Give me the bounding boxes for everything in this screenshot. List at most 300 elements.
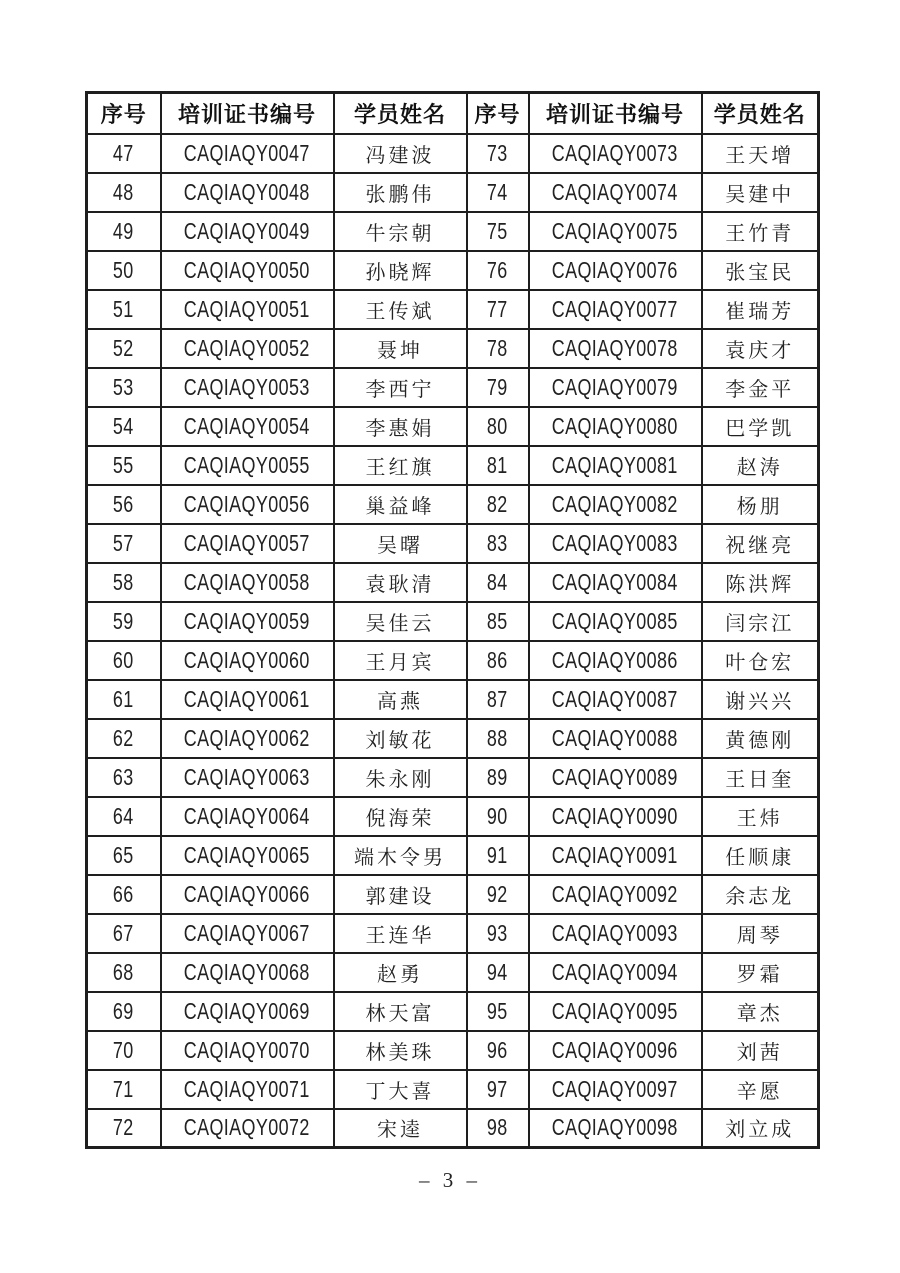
- certificate-number-cell: [529, 251, 702, 290]
- serial-number-cell: [467, 524, 529, 563]
- certificate-number-cell: [161, 329, 334, 368]
- serial-number-cell: [467, 368, 529, 407]
- certificate-number: CAQIAQY0079: [552, 373, 678, 400]
- table-row: [87, 329, 819, 368]
- student-name-cell: [702, 758, 819, 797]
- serial-number: 81: [487, 451, 508, 478]
- serial-number: 80: [487, 412, 508, 439]
- certificate-number: CAQIAQY0081: [552, 451, 678, 478]
- serial-number: 97: [487, 1075, 508, 1102]
- student-name: 杨朋: [736, 495, 783, 518]
- serial-number-cell: [467, 680, 529, 719]
- table-row: [87, 407, 819, 446]
- serial-number: 72: [113, 1114, 135, 1141]
- student-name: 张宝民: [725, 261, 795, 284]
- certificate-number-cell: [529, 914, 702, 953]
- student-name-cell: [702, 446, 819, 485]
- certificate-number: CAQIAQY0092: [552, 880, 678, 907]
- certificate-number-cell: [161, 680, 334, 719]
- certificate-number-cell: [161, 992, 334, 1031]
- certificate-number: CAQIAQY0082: [552, 490, 678, 517]
- table-row: [87, 290, 819, 329]
- student-name: 王炜: [736, 807, 783, 830]
- student-name-cell: [334, 524, 467, 563]
- certificate-number: CAQIAQY0055: [184, 451, 310, 478]
- serial-number: 56: [113, 490, 135, 517]
- serial-number: 76: [487, 256, 508, 283]
- certificate-number-cell: [161, 563, 334, 602]
- serial-number: 52: [113, 334, 135, 361]
- student-name: 丁大喜: [365, 1080, 435, 1103]
- table-row: [87, 797, 819, 836]
- student-name-cell: [702, 836, 819, 875]
- serial-number-cell: [467, 1031, 529, 1070]
- certificate-number: CAQIAQY0094: [552, 958, 678, 985]
- certificate-number: CAQIAQY0066: [184, 880, 310, 907]
- certificate-number-cell: [529, 524, 702, 563]
- certificate-number-cell: [529, 563, 702, 602]
- table-row: [87, 758, 819, 797]
- serial-number-cell: [87, 290, 161, 329]
- serial-number: 54: [113, 412, 135, 439]
- serial-number-cell: [87, 407, 161, 446]
- serial-number: 87: [487, 685, 508, 712]
- student-name-cell: [702, 251, 819, 290]
- serial-number: 84: [487, 568, 508, 595]
- student-name: 谢兴兴: [725, 690, 795, 713]
- serial-number-cell: [467, 446, 529, 485]
- serial-number-cell: [467, 992, 529, 1031]
- table-header: [87, 93, 819, 134]
- serial-number-cell: [467, 251, 529, 290]
- table-row: [87, 602, 819, 641]
- certificate-number: CAQIAQY0080: [552, 412, 678, 439]
- certificate-number-cell: [529, 368, 702, 407]
- student-name: 王传斌: [365, 300, 435, 323]
- student-name: 牛宗朝: [365, 222, 435, 245]
- certificate-number: CAQIAQY0065: [184, 841, 310, 868]
- certificate-number: CAQIAQY0096: [552, 1036, 678, 1063]
- student-name: 李金平: [725, 378, 795, 401]
- serial-number-cell: [87, 836, 161, 875]
- serial-number-cell: [87, 173, 161, 212]
- student-name: 冯建波: [365, 144, 435, 167]
- student-name-cell: [334, 134, 467, 173]
- student-name-cell: [334, 212, 467, 251]
- certificate-number: CAQIAQY0076: [552, 256, 678, 283]
- certificate-number: CAQIAQY0072: [184, 1114, 310, 1141]
- certificate-number: CAQIAQY0049: [184, 217, 310, 244]
- certificate-number: CAQIAQY0097: [552, 1075, 678, 1102]
- table-row: [87, 524, 819, 563]
- certificate-number: CAQIAQY0069: [184, 997, 310, 1024]
- student-name-cell: [334, 758, 467, 797]
- student-name: 刘敏花: [365, 729, 435, 752]
- certificate-number: CAQIAQY0056: [184, 490, 310, 517]
- table-row: [87, 212, 819, 251]
- serial-number-cell: [467, 602, 529, 641]
- student-name-cell: [334, 1070, 467, 1109]
- student-name-cell: [702, 563, 819, 602]
- serial-number-cell: [87, 212, 161, 251]
- student-name: 李西宁: [365, 378, 435, 401]
- student-name-cell: [334, 680, 467, 719]
- serial-number: 83: [487, 529, 508, 556]
- certificate-number-cell: [161, 485, 334, 524]
- certificate-number-cell: [161, 719, 334, 758]
- student-name-cell: [334, 173, 467, 212]
- certificate-number-cell: [161, 173, 334, 212]
- student-name: 袁耿清: [365, 573, 435, 596]
- certificate-number-cell: [161, 758, 334, 797]
- serial-number: 63: [113, 763, 135, 790]
- student-name-cell: [334, 407, 467, 446]
- serial-number-cell: [87, 1070, 161, 1109]
- table-row: [87, 953, 819, 992]
- serial-number: 48: [113, 178, 135, 205]
- certificate-number-cell: [529, 602, 702, 641]
- student-name: 王连华: [365, 924, 435, 947]
- serial-number-cell: [87, 602, 161, 641]
- serial-number-cell: [87, 1031, 161, 1070]
- table-row: [87, 914, 819, 953]
- certificate-number-cell: [161, 290, 334, 329]
- certificate-number: CAQIAQY0090: [552, 802, 678, 829]
- student-name-cell: [334, 797, 467, 836]
- student-name-cell: [702, 602, 819, 641]
- certificate-number: CAQIAQY0086: [552, 646, 678, 673]
- certificate-number: CAQIAQY0098: [552, 1114, 678, 1141]
- serial-number-cell: [87, 953, 161, 992]
- certificate-number-cell: [161, 407, 334, 446]
- table-row: [87, 368, 819, 407]
- serial-number-cell: [467, 329, 529, 368]
- table-body: [87, 134, 819, 1148]
- certificate-number: CAQIAQY0091: [552, 841, 678, 868]
- certificate-number: CAQIAQY0058: [184, 568, 310, 595]
- student-name: 郭建设: [365, 885, 435, 908]
- student-name-cell: [334, 329, 467, 368]
- serial-number-cell: [87, 1109, 161, 1148]
- student-name-cell: [702, 719, 819, 758]
- serial-number: 74: [487, 178, 508, 205]
- student-name-cell: [702, 875, 819, 914]
- serial-number: 67: [113, 919, 135, 946]
- table-row: [87, 251, 819, 290]
- student-name: 刘立成: [725, 1119, 795, 1142]
- certificate-number-cell: [529, 290, 702, 329]
- certificate-number-cell: [529, 446, 702, 485]
- student-name-cell: [702, 953, 819, 992]
- serial-number: 61: [113, 685, 135, 712]
- certificate-number-cell: [161, 524, 334, 563]
- certificate-number: CAQIAQY0077: [552, 295, 678, 322]
- serial-number: 55: [113, 451, 135, 478]
- certificate-number: CAQIAQY0074: [552, 178, 678, 205]
- certificate-number: CAQIAQY0088: [552, 724, 678, 751]
- student-name-cell: [702, 524, 819, 563]
- serial-number: 51: [113, 295, 135, 322]
- serial-number-cell: [87, 641, 161, 680]
- certificate-number-cell: [161, 251, 334, 290]
- certificate-number: CAQIAQY0089: [552, 763, 678, 790]
- certificate-number-cell: [161, 446, 334, 485]
- certificate-number-cell: [161, 836, 334, 875]
- certificate-number: CAQIAQY0062: [184, 724, 310, 751]
- serial-number-cell: [467, 563, 529, 602]
- student-name: 刘茜: [736, 1041, 783, 1064]
- certificate-number-cell: [529, 1031, 702, 1070]
- certificate-number: CAQIAQY0060: [184, 646, 310, 673]
- serial-number: 92: [487, 880, 508, 907]
- serial-number-cell: [87, 251, 161, 290]
- serial-number-cell: [87, 797, 161, 836]
- student-name: 王日奎: [725, 768, 795, 791]
- student-name: 王月宾: [365, 651, 435, 674]
- student-name-cell: [334, 992, 467, 1031]
- serial-number-cell: [87, 719, 161, 758]
- serial-number: 62: [113, 724, 135, 751]
- serial-number: 78: [487, 334, 508, 361]
- student-name: 周琴: [736, 924, 783, 947]
- serial-number: 57: [113, 529, 135, 556]
- student-name-cell: [702, 680, 819, 719]
- table-row: [87, 134, 819, 173]
- student-name: 李惠娟: [365, 417, 435, 440]
- serial-number: 73: [487, 139, 508, 166]
- certificate-number-cell: [529, 407, 702, 446]
- serial-number: 85: [487, 607, 508, 634]
- student-name-cell: [702, 797, 819, 836]
- certificate-number: CAQIAQY0087: [552, 685, 678, 712]
- certificate-number: CAQIAQY0095: [552, 997, 678, 1024]
- certificate-number-cell: [161, 875, 334, 914]
- certificate-number: CAQIAQY0071: [184, 1075, 310, 1102]
- student-name-cell: [334, 719, 467, 758]
- student-name-cell: [702, 1070, 819, 1109]
- serial-number-cell: [87, 368, 161, 407]
- student-name: 高燕: [377, 690, 423, 713]
- table-row: [87, 641, 819, 680]
- student-name: 巢益峰: [365, 495, 435, 518]
- serial-number: 98: [487, 1114, 508, 1141]
- student-name-cell: [334, 1109, 467, 1148]
- serial-number: 60: [113, 646, 135, 673]
- student-name-cell: [702, 1109, 819, 1148]
- student-name-cell: [334, 602, 467, 641]
- certificate-number-cell: [529, 797, 702, 836]
- column-header-certificate-right: 培训证书编号: [529, 93, 702, 134]
- student-name-cell: [702, 914, 819, 953]
- student-name: 林天富: [365, 1002, 435, 1025]
- serial-number: 53: [113, 373, 135, 400]
- student-name: 赵涛: [736, 456, 783, 479]
- serial-number: 88: [487, 724, 508, 751]
- student-name: 吴佳云: [365, 612, 435, 635]
- serial-number-cell: [87, 992, 161, 1031]
- serial-number: 79: [487, 373, 508, 400]
- header-row: [87, 93, 819, 134]
- student-name: 辛愿: [736, 1080, 783, 1103]
- student-name: 黄德刚: [725, 729, 795, 752]
- certificate-number: CAQIAQY0051: [184, 295, 310, 322]
- trainee-certificate-table: [85, 91, 820, 1149]
- student-name-cell: [334, 953, 467, 992]
- certificate-number-cell: [161, 212, 334, 251]
- serial-number-cell: [87, 485, 161, 524]
- serial-number-cell: [87, 758, 161, 797]
- serial-number: 69: [113, 997, 135, 1024]
- student-name: 赵勇: [377, 963, 423, 986]
- serial-number: 90: [487, 802, 508, 829]
- certificate-number-cell: [161, 1109, 334, 1148]
- certificate-number-cell: [161, 914, 334, 953]
- serial-number: 68: [113, 958, 135, 985]
- student-name-cell: [334, 641, 467, 680]
- student-name-cell: [334, 446, 467, 485]
- certificate-number-cell: [529, 719, 702, 758]
- column-header-serial-left: 序号: [87, 93, 161, 134]
- table-row: [87, 173, 819, 212]
- serial-number-cell: [467, 407, 529, 446]
- serial-number: 86: [487, 646, 508, 673]
- serial-number: 59: [113, 607, 135, 634]
- serial-number-cell: [467, 290, 529, 329]
- student-name: 陈洪辉: [725, 573, 795, 596]
- student-name: 张鹏伟: [365, 183, 435, 206]
- certificate-number: CAQIAQY0053: [184, 373, 310, 400]
- table-row: [87, 836, 819, 875]
- serial-number: 58: [113, 568, 135, 595]
- table-row: [87, 992, 819, 1031]
- table-row: [87, 1109, 819, 1148]
- certificate-number-cell: [161, 1070, 334, 1109]
- column-header-name-right: 学员姓名: [702, 93, 819, 134]
- serial-number-cell: [467, 641, 529, 680]
- student-name: 王天增: [725, 144, 795, 167]
- serial-number: 95: [487, 997, 508, 1024]
- certificate-number-cell: [161, 797, 334, 836]
- certificate-number-cell: [161, 368, 334, 407]
- student-name-cell: [702, 1031, 819, 1070]
- certificate-number: CAQIAQY0070: [184, 1036, 310, 1063]
- column-header-certificate-left: 培训证书编号: [161, 93, 334, 134]
- student-name-cell: [702, 641, 819, 680]
- certificate-number-cell: [529, 953, 702, 992]
- student-name: 余志龙: [725, 885, 795, 908]
- student-name: 聂坤: [377, 339, 423, 362]
- serial-number-cell: [467, 134, 529, 173]
- table-row: [87, 1031, 819, 1070]
- serial-number-cell: [467, 1109, 529, 1148]
- serial-number: 94: [487, 958, 508, 985]
- certificate-number: CAQIAQY0084: [552, 568, 678, 595]
- serial-number: 47: [113, 139, 135, 166]
- certificate-number-cell: [161, 1031, 334, 1070]
- certificate-number: CAQIAQY0059: [184, 607, 310, 634]
- certificate-number: CAQIAQY0048: [184, 178, 310, 205]
- serial-number: 64: [113, 802, 135, 829]
- student-name-cell: [702, 134, 819, 173]
- student-name: 朱永刚: [365, 768, 435, 791]
- serial-number-cell: [87, 563, 161, 602]
- serial-number-cell: [467, 953, 529, 992]
- certificate-number: CAQIAQY0067: [184, 919, 310, 946]
- certificate-number: CAQIAQY0073: [552, 139, 678, 166]
- serial-number-cell: [87, 875, 161, 914]
- certificate-number-cell: [161, 602, 334, 641]
- certificate-number-cell: [161, 134, 334, 173]
- serial-number-cell: [467, 485, 529, 524]
- certificate-number: CAQIAQY0063: [184, 763, 310, 790]
- certificate-number-cell: [529, 875, 702, 914]
- student-name: 崔瑞芳: [725, 300, 795, 323]
- serial-number-cell: [467, 719, 529, 758]
- serial-number: 89: [487, 763, 508, 790]
- table-row: [87, 719, 819, 758]
- student-name: 闫宗江: [725, 612, 795, 635]
- student-name-cell: [702, 290, 819, 329]
- serial-number-cell: [467, 797, 529, 836]
- certificate-number: CAQIAQY0061: [184, 685, 310, 712]
- certificate-number: CAQIAQY0078: [552, 334, 678, 361]
- serial-number-cell: [87, 524, 161, 563]
- table-row: [87, 875, 819, 914]
- serial-number-cell: [467, 173, 529, 212]
- serial-number: 50: [113, 256, 135, 283]
- student-name-cell: [334, 1031, 467, 1070]
- student-name: 孙晓辉: [365, 261, 435, 284]
- certificate-number: CAQIAQY0052: [184, 334, 310, 361]
- serial-number-cell: [467, 836, 529, 875]
- student-name: 袁庆才: [725, 339, 795, 362]
- table-row: [87, 485, 819, 524]
- certificate-number-cell: [529, 1070, 702, 1109]
- table-row: [87, 680, 819, 719]
- student-name: 叶仓宏: [725, 651, 795, 674]
- student-name: 王红旗: [365, 456, 435, 479]
- certificate-number-cell: [529, 836, 702, 875]
- student-name: 巴学凯: [725, 417, 795, 440]
- student-name: 章杰: [736, 1002, 783, 1025]
- student-name-cell: [702, 329, 819, 368]
- certificate-number: CAQIAQY0064: [184, 802, 310, 829]
- serial-number: 77: [487, 295, 508, 322]
- student-name-cell: [334, 875, 467, 914]
- certificate-number: CAQIAQY0085: [552, 607, 678, 634]
- serial-number-cell: [87, 680, 161, 719]
- certificate-number-cell: [529, 173, 702, 212]
- certificate-number-cell: [529, 758, 702, 797]
- table-row: [87, 1070, 819, 1109]
- certificate-number: CAQIAQY0083: [552, 529, 678, 556]
- student-name-cell: [334, 251, 467, 290]
- student-name-cell: [702, 368, 819, 407]
- certificate-number-cell: [529, 1109, 702, 1148]
- student-name-cell: [702, 212, 819, 251]
- certificate-number-cell: [529, 641, 702, 680]
- student-name-cell: [334, 290, 467, 329]
- serial-number: 91: [487, 841, 508, 868]
- student-name-cell: [334, 368, 467, 407]
- certificate-number: CAQIAQY0054: [184, 412, 310, 439]
- serial-number: 49: [113, 217, 135, 244]
- serial-number-cell: [87, 446, 161, 485]
- certificate-number: CAQIAQY0093: [552, 919, 678, 946]
- certificate-number: CAQIAQY0047: [184, 139, 310, 166]
- student-name: 任顺康: [725, 846, 795, 869]
- serial-number-cell: [467, 758, 529, 797]
